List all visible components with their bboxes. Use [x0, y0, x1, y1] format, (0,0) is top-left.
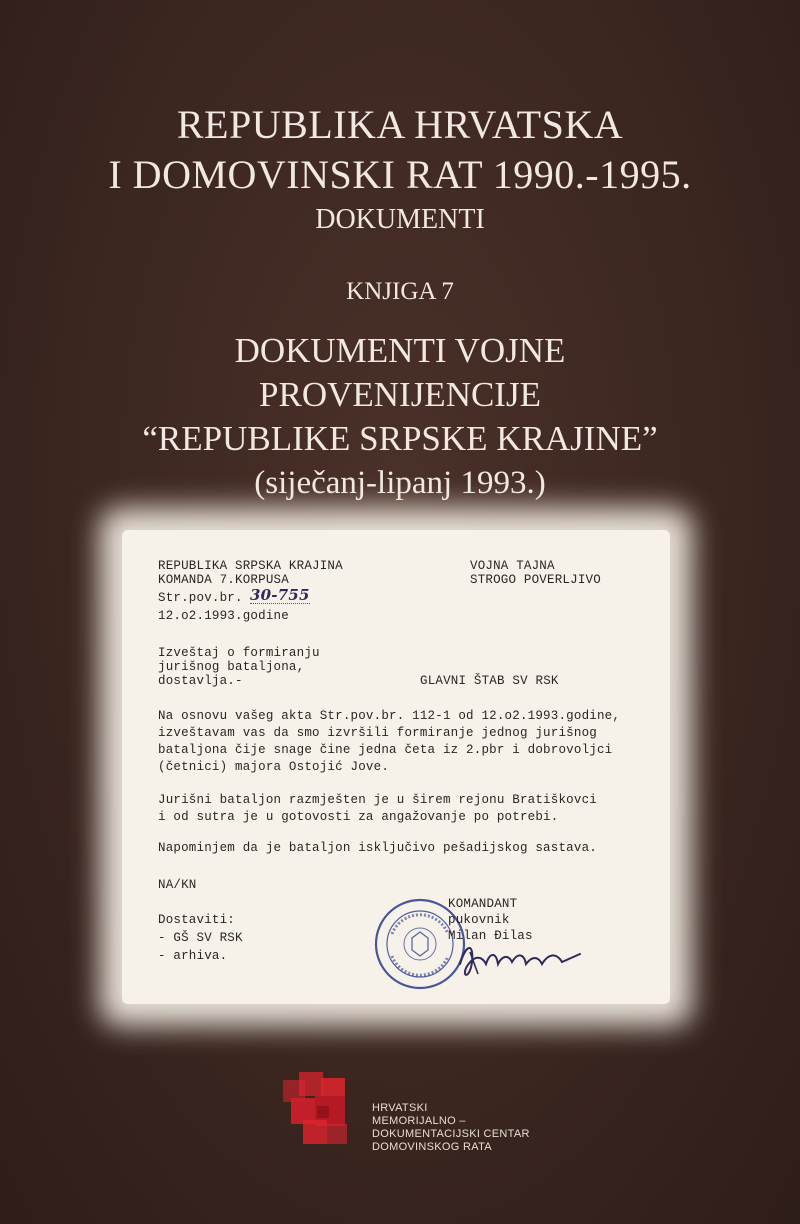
distribution-label: Dostaviti:: [158, 913, 236, 927]
title-line-1: REPUBLIKA HRVATSKA: [176, 102, 624, 147]
publisher-line-1: HRVATSKI: [372, 1102, 428, 1114]
heading-line-3: “REPUBLIKE SRPSKE KRAJINE”: [142, 419, 658, 458]
classification-line-1: VOJNA TAJNA: [470, 559, 555, 573]
publisher-name: [372, 1102, 530, 1154]
initials: NA/KN: [158, 878, 197, 892]
typewritten-document: [140, 542, 660, 992]
signer-title: KOMANDANT: [448, 897, 518, 911]
sender-line-2: KOMANDA 7.KORPUSA: [158, 573, 289, 587]
subject-line-3: dostavlja.-: [158, 674, 243, 688]
distribution-item-2: - arhiva.: [158, 949, 228, 963]
body-line-3: bataljona čije snage čine jedna četa iz 2.pbr i dobrovoljci: [158, 743, 613, 757]
publisher-line-3: DOKUMENTACIJSKI CENTAR: [372, 1128, 530, 1140]
body-line-6: i od sutra je u gotovosti za angažovanje po potrebi.: [158, 810, 559, 824]
body-line-2: izveštavam vas da smo izvršili formiranje jednog jurišnog: [158, 726, 597, 740]
body-line-4: (četnici) majora Ostojić Jove.: [158, 760, 390, 774]
subject-line-1: Izveštaj o formiranju: [158, 646, 320, 660]
body-line-1: Na osnovu vašeg akta Str.pov.br. 112-1 od 12.o2.1993.godine,: [158, 709, 621, 723]
reference-number: 30-755: [250, 586, 310, 604]
heading-line-2: PROVENIJENCIJE: [259, 375, 541, 414]
title-line-2: I DOMOVINSKI RAT 1990.-1995.: [108, 152, 692, 197]
sender-line-1: REPUBLIKA SRPSKA KRAJINA: [158, 559, 343, 573]
publisher-line-4: DOMOVINSKOG RATA: [372, 1141, 492, 1153]
publisher-line-2: MEMORIJALNO –: [372, 1115, 466, 1127]
reference-label: Str.pov.br.: [158, 591, 243, 605]
recipient: GLAVNI ŠTAB SV RSK: [420, 674, 559, 688]
subject-line-2: jurišnog bataljona,: [158, 660, 305, 674]
distribution-item-1: - GŠ SV RSK: [158, 931, 243, 945]
period: (siječanj-lipanj 1993.): [254, 465, 546, 501]
classification-line-2: STROGO POVERLJIVO: [470, 573, 601, 587]
subtitle: DOKUMENTI: [315, 204, 485, 235]
handwritten-signature: [452, 934, 592, 984]
heading-line-1: DOKUMENTI VOJNE: [234, 331, 566, 370]
body-line-5: Jurišni bataljon razmješten je u širem rejonu Bratiškovci: [158, 793, 597, 807]
book-number: KNJIGA 7: [346, 278, 454, 305]
body-line-7: Napominjem da je bataljon isključivo pešadijskog sastava.: [158, 841, 597, 855]
signer-rank: pukovnik: [448, 913, 510, 927]
publisher-logo: [277, 1068, 367, 1158]
document-date: 12.o2.1993.godine: [158, 609, 289, 623]
signer-name: Milan Đilas: [448, 929, 533, 943]
